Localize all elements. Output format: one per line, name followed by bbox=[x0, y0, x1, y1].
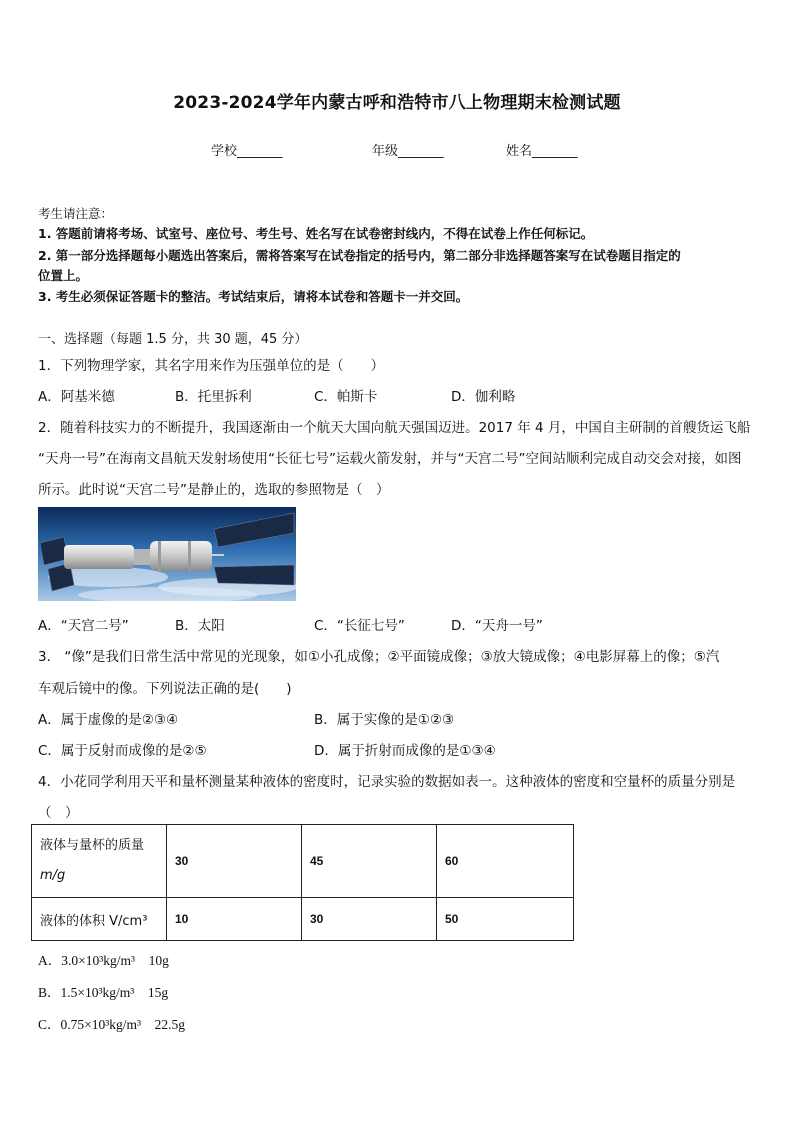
q1-option-b: B．托里拆利 bbox=[175, 389, 252, 405]
q2-option-a: A．“天宫二号” bbox=[38, 618, 129, 634]
q1-option-c: C．帕斯卡 bbox=[314, 389, 378, 405]
question-3-line-1: 3． “像”是我们日常生活中常见的光现象，如①小孔成像；②平面镜成像；③放大镜成像；④电影屏幕上的像；⑤汽 bbox=[38, 649, 720, 665]
table-row-label bbox=[32, 825, 167, 898]
q4-option-c: C．0.75×10³kg/m³ 22.5g bbox=[38, 1017, 185, 1032]
table-cell: 30 bbox=[167, 825, 302, 898]
q2-option-c: C．“长征七号” bbox=[314, 618, 405, 634]
q4-option-b: B．1.5×10³kg/m³ 15g bbox=[38, 985, 169, 1000]
q3-option-d: D．属于折射而成像的是①③④ bbox=[314, 743, 496, 759]
q3-option-a: A．属于虚像的是②③④ bbox=[38, 712, 179, 728]
row1-label-line-2: m/g bbox=[40, 868, 66, 883]
table-row-label: 液体的体积 V/cm³ bbox=[32, 898, 167, 941]
table-cell: 10 bbox=[167, 898, 302, 941]
question-2-line-3: 所示。此时说“天宫二号”是静止的，选取的参照物是（ ） bbox=[38, 482, 390, 498]
q4-option-a: A．3.0×10³kg/m³ 10g bbox=[38, 953, 169, 968]
table-cell: 50 bbox=[437, 898, 574, 941]
q3-option-b: B．属于实像的是①②③ bbox=[314, 712, 455, 728]
table-cell: 45 bbox=[302, 825, 437, 898]
q2-option-d: D．“天舟一号” bbox=[451, 618, 543, 634]
notice-item-3: 3. 考生必须保证答题卡的整洁。考试结束后，请将本试卷和答题卡一并交回。 bbox=[38, 289, 469, 304]
table-row bbox=[32, 825, 574, 898]
notice-item-2-cont: 位置上。 bbox=[38, 268, 89, 283]
space-station-image bbox=[38, 507, 296, 601]
q3-option-c: C．属于反射而成像的是②⑤ bbox=[38, 743, 207, 759]
q1-option-d: D．伽利略 bbox=[451, 389, 516, 405]
question-2-line-2: “天舟一号”在海南文昌航天发射场使用“长征七号”运载火箭发射，并与“天宫二号”空间站顺利完成自动交会对接，如图 bbox=[38, 451, 742, 467]
question-1-stem: 1．下列物理学家，其名字用来作为压强单位的是（ ） bbox=[38, 358, 385, 374]
notice-item-1: 1. 答题前请将考场、试室号、座位号、考生号、姓名写在试卷密封线内，不得在试卷上作任何标记。 bbox=[38, 226, 594, 241]
grade-field-label: 年级_______ bbox=[372, 144, 444, 159]
space-station-illustration bbox=[38, 507, 296, 601]
question-3-line-2: 车观后镜中的像。下列说法正确的是( ) bbox=[38, 681, 292, 697]
table-row bbox=[32, 898, 574, 941]
question-4-line-2: （ ） bbox=[38, 805, 79, 821]
row1-label-line-1: 液体与量杯的质量 bbox=[40, 838, 145, 853]
q2-option-b: B．太阳 bbox=[175, 618, 225, 634]
notice-heading: 考生请注意： bbox=[38, 206, 114, 221]
page-title: 2023-2024学年内蒙古呼和浩特市八上物理期末检测试题 bbox=[173, 93, 621, 113]
q1-option-a: A．阿基米德 bbox=[38, 389, 115, 405]
table-cell: 30 bbox=[302, 898, 437, 941]
name-field-label: 姓名_______ bbox=[506, 144, 578, 159]
notice-item-2: 2. 第一部分选择题每小题选出答案后，需将答案写在试卷指定的括号内，第二部分非选择题答案写在试卷题目指定的 bbox=[38, 248, 681, 263]
question-2-line-1: 2．随着科技实力的不断提升，我国逐渐由一个航天大国向航天强国迈进。2017 年 4 月，中国自主研制的首艘货运飞船 bbox=[38, 420, 751, 436]
question-4-line-1: 4．小花同学利用天平和量杯测量某种液体的密度时，记录实验的数据如表一。这种液体的密度和空量杯的质量分别是 bbox=[38, 774, 736, 790]
data-table bbox=[31, 824, 574, 941]
section-heading: 一、选择题（每题 1.5 分，共 30 题，45 分） bbox=[38, 332, 308, 347]
table-cell: 60 bbox=[437, 825, 574, 898]
school-field-label: 学校_______ bbox=[211, 144, 283, 159]
